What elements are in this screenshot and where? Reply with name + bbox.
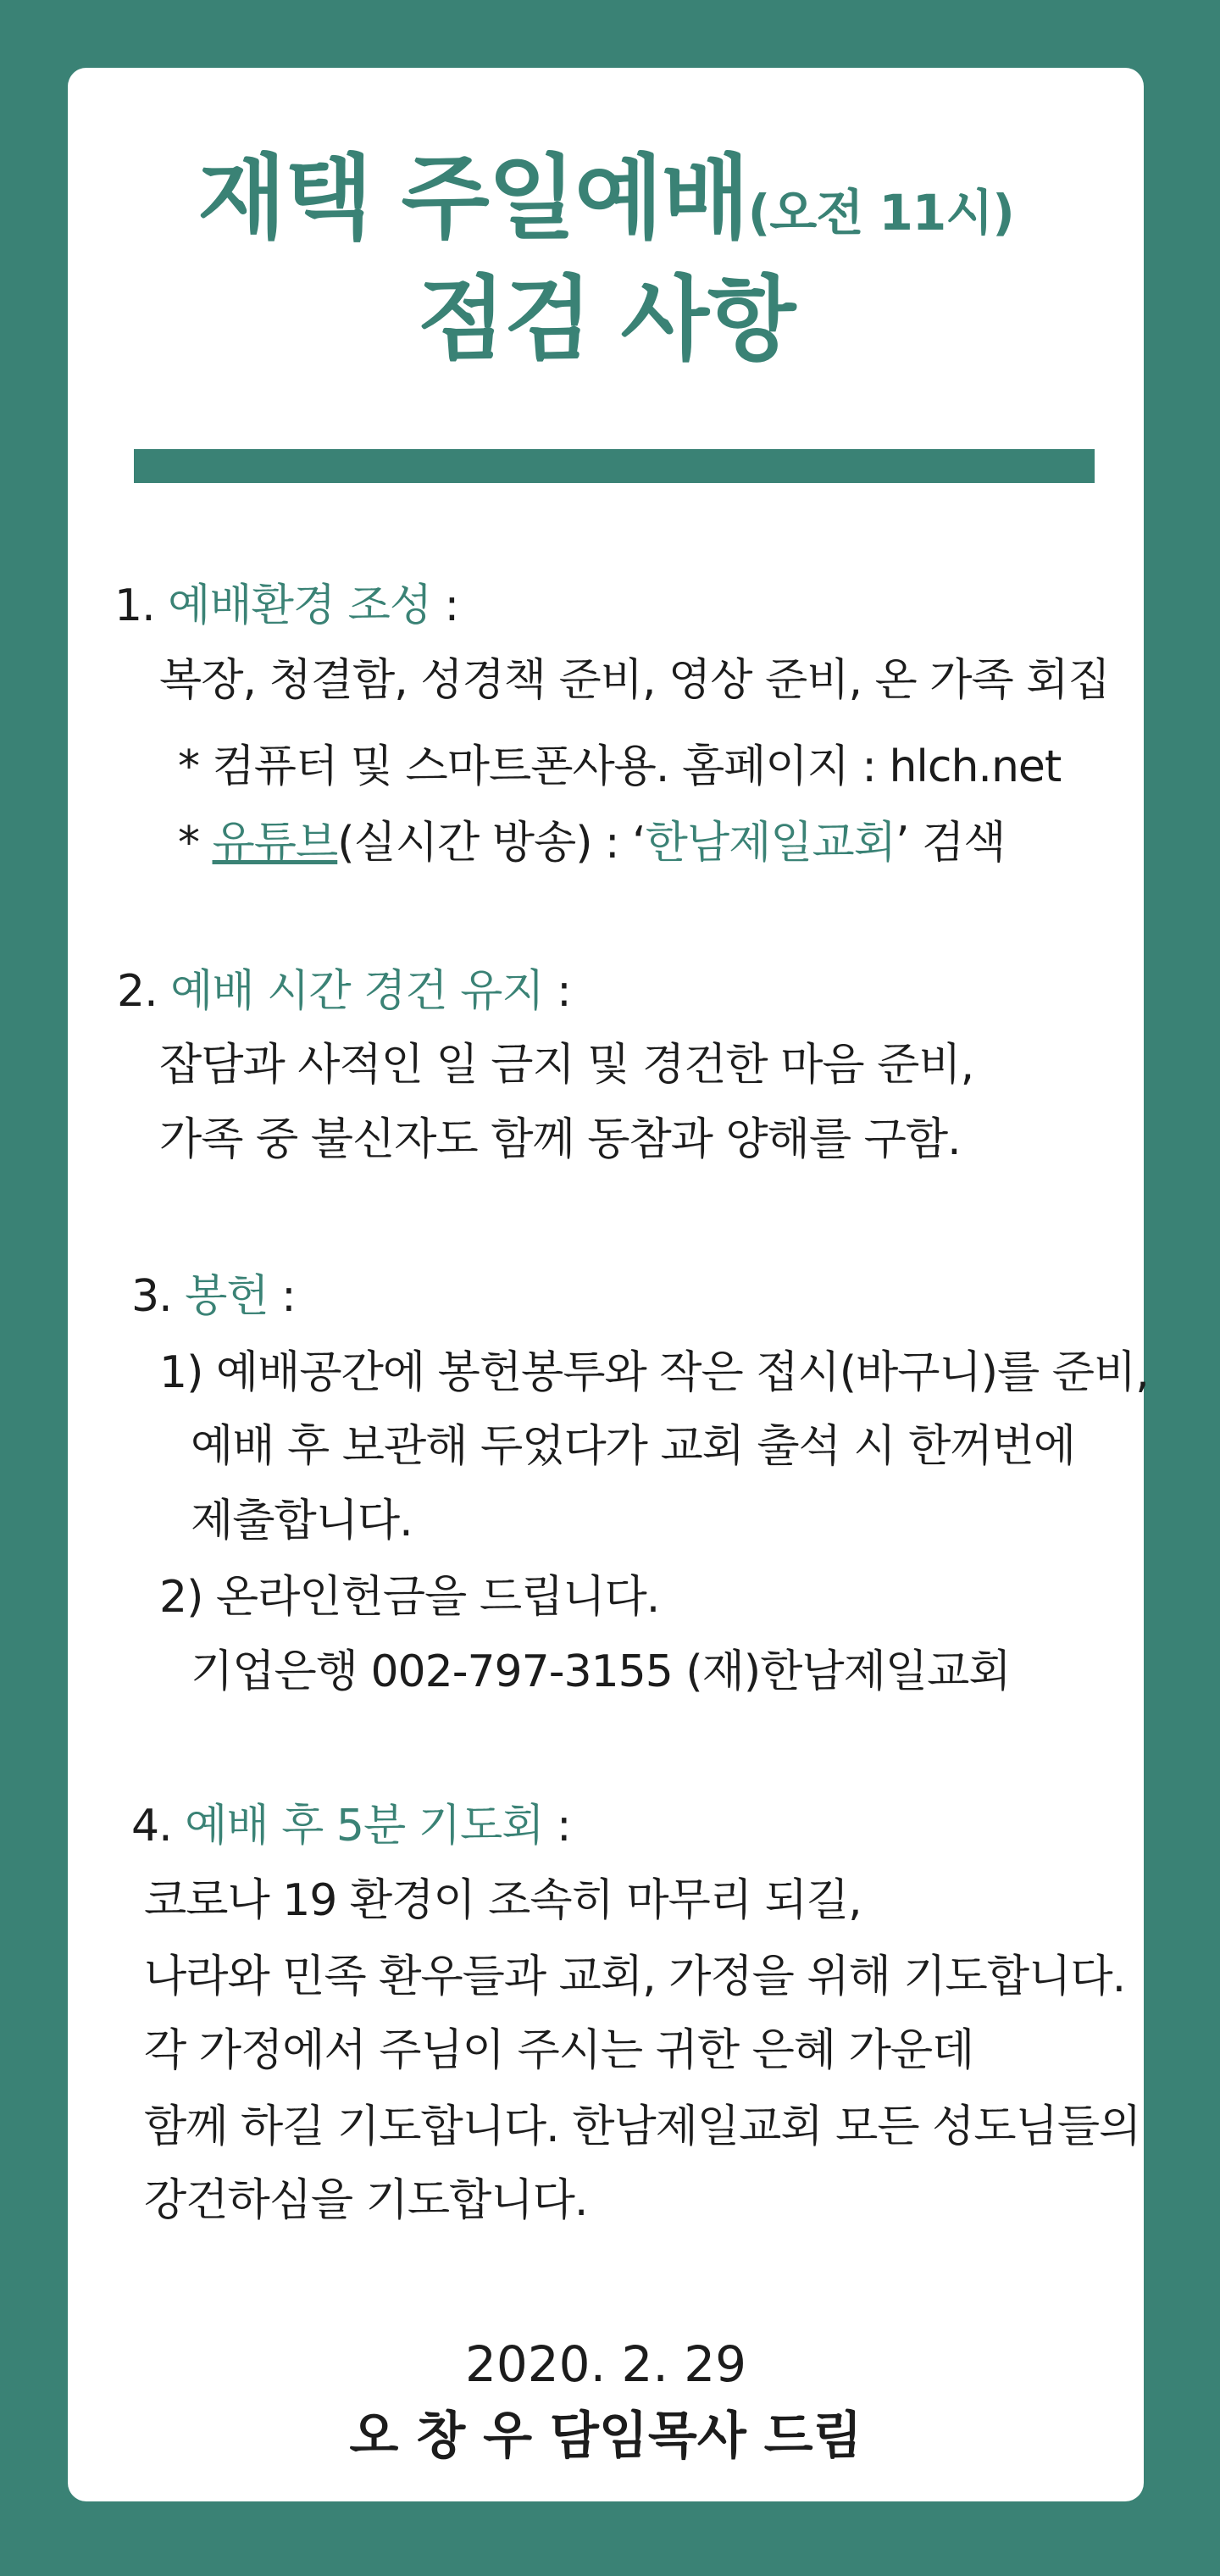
section-4-colon: : — [543, 1801, 571, 1852]
section-3-heading — [131, 1267, 296, 1326]
section-2-heading — [117, 962, 571, 1021]
section-4-number: 4. — [131, 1801, 172, 1852]
section-2-line-1: 잡담과 사적인 일 금지 및 경건한 마음 준비, — [159, 1040, 974, 1091]
section-4-heading — [131, 1796, 571, 1856]
section-4-line-4: 함께 하길 기도합니다. 한남제일교회 모든 성도님들의 — [144, 2101, 1141, 2152]
notice-card — [68, 68, 1149, 2501]
youtube-star: * — [178, 818, 213, 869]
youtube-mid: (실시간 방송) : ‘ — [337, 818, 646, 869]
section-4-line-3: 각 가정에서 주님이 주시는 귀한 은혜 가운데 — [144, 2025, 974, 2076]
section-1-line-2: * 컴퓨터 및 스마트폰사용. 홈페이지 : hlch.net — [178, 741, 1062, 792]
section-1-title: 예배환경 조성 — [168, 580, 432, 631]
footer-date: 2020. 2. 29 — [464, 2335, 747, 2393]
section-4-line-2: 나라와 민족 환우들과 교회, 가정을 위해 기도합니다. — [144, 1951, 1126, 2002]
section-1-colon: : — [431, 580, 459, 631]
title-time: (오전 11시) — [747, 184, 1014, 242]
section-1-line-1: 복장, 청결함, 성경책 준비, 영상 준비, 온 가족 회집 — [159, 655, 1110, 706]
section-2-number: 2. — [117, 966, 158, 1017]
footer-signature: 오 창 우 담임목사 드림 — [349, 2407, 862, 2466]
section-3-title: 봉헌 — [185, 1271, 269, 1322]
section-2-title: 예배 시간 경건 유지 — [170, 966, 544, 1017]
section-3-line-2: 예배 후 보관해 두었다가 교회 출석 시 한꺼번에 — [191, 1421, 1076, 1472]
title-divider — [134, 449, 1095, 483]
section-3-line-4: 2) 온라인헌금을 드립니다. — [159, 1572, 660, 1623]
section-1-youtube-line — [178, 813, 1006, 873]
page-title — [68, 140, 1144, 272]
youtube-channel: 한남제일교회 — [645, 818, 896, 869]
youtube-end: ’ 검색 — [896, 818, 1006, 869]
section-1-number: 1. — [114, 580, 155, 631]
section-2-line-2: 가족 중 불신자도 함께 동참과 양해를 구함. — [159, 1114, 961, 1165]
section-4-line-5: 강건하심을 기도합니다. — [144, 2175, 588, 2226]
section-1-heading — [114, 576, 458, 636]
section-2-colon: : — [543, 966, 571, 1017]
page-subtitle: 점검 사항 — [417, 267, 795, 373]
title-main: 재택 주일예배 — [197, 146, 748, 252]
section-4-title: 예배 후 5분 기도회 — [185, 1801, 544, 1852]
section-3-line-5: 기업은행 002-797-3155 (재)한남제일교회 — [191, 1646, 1011, 1697]
section-3-line-1: 1) 예배공간에 봉헌봉투와 작은 접시(바구니)를 준비, — [159, 1347, 1149, 1398]
section-3-line-3: 제출합니다. — [191, 1496, 413, 1546]
youtube-link[interactable]: 유튜브 — [212, 818, 338, 869]
section-3-number: 3. — [131, 1271, 172, 1322]
section-4-line-1: 코로나 19 환경이 조속히 마무리 되길, — [144, 1875, 862, 1926]
section-3-colon: : — [268, 1271, 296, 1322]
